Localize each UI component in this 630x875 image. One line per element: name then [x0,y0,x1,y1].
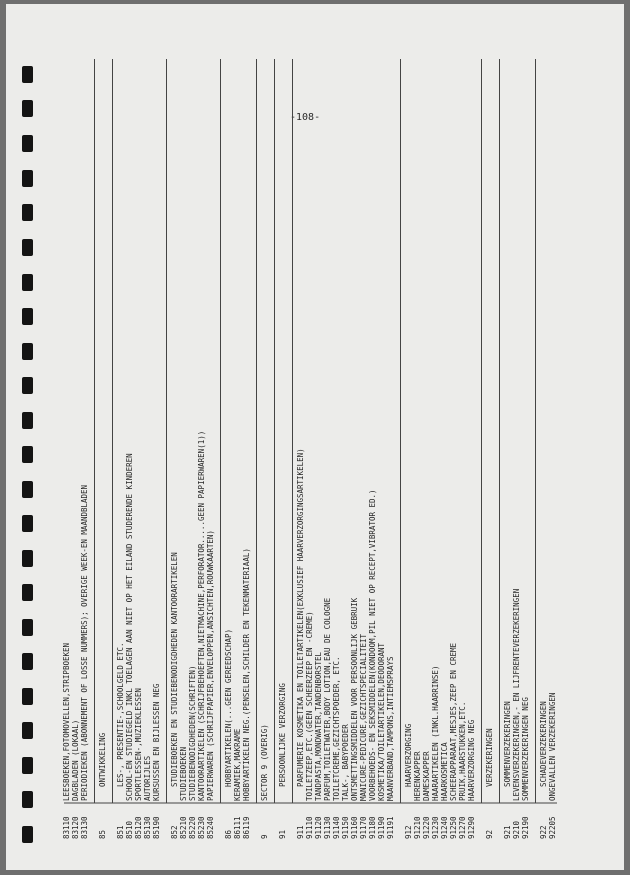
row-code: 92190 [521,816,530,839]
row-code: 91290 [467,816,476,839]
row-description: VERZEKERINGEN [485,728,494,787]
row-code: 91170 [359,816,368,839]
row-code: 85130 [143,816,152,839]
binder-hole-icon [22,308,33,325]
row-code: 921 [503,825,512,839]
binder-hole-icon [22,757,33,774]
row-description: DAGBLADEN (LOKAAL) [71,719,80,801]
row-description: SECTOR 9 (OVERIG) [260,724,269,801]
row-code: 91130 [323,816,332,839]
row-description: TALK-, BABYPOEDER [341,724,350,801]
row-code: 85190 [152,816,161,839]
row-code: 86 [224,829,233,839]
row-description: SPORTLESSEN-,MUZIEKLESSEN [134,688,143,801]
binder-hole-icon [22,204,33,221]
row-code: 9210 [512,820,521,839]
binder-hole-icon [22,688,33,705]
row-description: PRUIK,HAARSTUKKEN,ETC. [458,701,467,801]
binder-hole-icon [22,100,33,117]
row-code: 85240 [206,816,215,839]
row-code: 85120 [134,816,143,839]
row-description: HOBBYARTIKELEN(...GEEN GEREEDSCHAP) [224,628,233,787]
row-description: HAARVERZORGING NEG [467,719,476,801]
row-description: STUDIEBOEKEN [179,746,188,801]
binder-hole-icon [22,343,33,360]
binder-hole-icon [22,515,33,532]
row-description: SOMMENVERZEKERINGEN NEG [521,697,530,801]
row-code: 91250 [449,816,458,839]
row-description: MAANVERBAND,TAMPONS,INTIEMSPRAYS [386,656,395,801]
row-code: 85 [98,829,107,839]
row-code: 91270 [458,816,467,839]
row-description: PARFUM,TOILETWATER,BODY LOTION,EAU DE COLOGNE [323,597,332,801]
row-code: 92 [485,829,494,839]
row-description: PERSOONLIJKE VERZORGING [278,683,287,787]
row-description: SCHOOL-EN STUDIEGELD INKL TOELAGEN AAN NIET OP HET EILAND STUDERENDE KINDEREN [125,453,134,801]
row-description: MANICURE-PEDICURE,GEZICHTSPECIALITEIT [359,633,368,801]
row-description: SOMMENVERZEKERINGEN [503,701,512,787]
row-code: 851 [116,825,125,839]
binder-hole-icon [22,274,33,291]
row-description: KERAMIEK,MAKRAME [233,728,242,801]
table-row [548,39,558,839]
row-description: TOILETCREME,GEZICHTSPOEDER, ETC. [332,656,341,801]
row-description: DAMESKAPPER [422,751,431,801]
document-page [6,4,624,870]
row-code: 91191 [386,816,395,839]
row-code: 91160 [350,816,359,839]
row-description: HAARVERZORGING [404,723,413,787]
row-description: SCHEERAPPARAAT,MESJES,ZEEP EN CREME [449,642,458,801]
row-code: 85230 [197,816,206,839]
row-description: SCHADEVERZEKERINGEN [539,701,548,787]
binder-hole-icon [22,722,33,739]
binder-hole-icon [22,66,33,83]
row-code: 86111 [233,816,242,839]
binder-hole-icon [22,619,33,636]
row-description: HOBBYARTIKELEN NEG.(PENSELEN,SCHILDER EN TEKENMATERIAAL) [242,548,251,801]
row-code: 83120 [71,816,80,839]
row-description: AUTORIJLES [143,755,152,801]
row-code: 911 [296,825,305,839]
binder-hole-icon [22,170,33,187]
binder-hole-icon [22,377,33,394]
row-code: 91140 [332,816,341,839]
row-description: LEVENSVERZEKERINGEN,- EN LIJFRENTEVERZEKERINGEN [512,588,521,801]
row-code: 852 [170,825,179,839]
row-code: 9 [260,834,269,839]
rotated-code-listing [62,39,622,839]
binder-hole-icon [22,135,33,152]
binder-hole-icon [22,481,33,498]
page-number: -108- [290,112,321,123]
row-description: PARFUMERIE KOSMETIKA EN TOILETARTIKELEN(EXKLUSIEF HAARVERZORGINGSARTIKELEN) [296,448,305,787]
row-code: 83130 [80,816,89,839]
binder-holes [22,4,36,870]
row-code: 912 [404,825,413,839]
row-code: 8510 [125,820,134,839]
binder-hole-icon [22,412,33,429]
row-code: 91220 [422,816,431,839]
row-description: STUDIEBOEKEN EN STUDIEBENODIGDHEDEN KANTOORARTIKELEN [170,552,179,787]
row-description: HAARKOSMETICA [440,742,449,801]
row-description: HERENKAPPER [413,751,422,801]
row-code: 83110 [62,816,71,839]
row-code: 91 [278,829,287,839]
row-description: KANTOORARTIKELEN (SCHRIJFBEHOEFTEN,NIETMACHINE,PERFORATOR.....GEEN PAPIERWAREN(1)) [197,430,206,801]
row-code: 86119 [242,816,251,839]
row-description: KURSUSSEN EN BIJLESSEN NEG [152,683,161,801]
row-code: 91180 [368,816,377,839]
binder-hole-icon [22,791,33,808]
row-description: TOILETZEEP,ETC.(GEEN SCHEERZEEP EN -CREME) [305,611,314,801]
row-code: 91150 [341,816,350,839]
binder-hole-icon [22,446,33,463]
row-code: 91190 [377,816,386,839]
binder-hole-icon [22,653,33,670]
row-description: ONGEVALLEN VERZEKERINGEN [548,692,557,801]
row-code: 91120 [314,816,323,839]
row-code: 91110 [305,816,314,839]
binder-hole-icon [22,239,33,256]
row-description: HAARARTIKELEN (INKL.HAARRINSE) [431,665,440,801]
row-code: 91230 [431,816,440,839]
binder-hole-icon [22,826,33,843]
row-code: 91210 [413,816,422,839]
binder-hole-icon [22,550,33,567]
row-code: 922 [539,825,548,839]
row-code: 85210 [179,816,188,839]
row-description: TANDPASTA,MONDWATER,TANDENBORSTEL [314,651,323,801]
row-description: LES-, PRESENTIE-,SCHOOLGELD ETC. [116,642,125,787]
row-description: PERIODIEKEN (ABONNEMENT OF LOSSE NUMMERS); OVERIGE WEEK-EN MAANDBLADEN [80,484,89,801]
row-description: STUDIEBENODIGDHEDEN(SCHRIFTEN) [188,665,197,801]
row-code: 91240 [440,816,449,839]
row-description: ONTSMETTINGSMIDDELEN VOOR PERSOONLIJK GEBRUIK [350,597,359,801]
row-description: LEESBOEKEN,FOTOMOVELLEN,STRIPBOEKEN [62,642,71,801]
row-description: VOORBEHOEDS- EN SEKSMIDDELEN(KONDOOM,PIL NIET OP RECEPT,VIBRATOR ED.) [368,489,377,801]
row-code: 85220 [188,816,197,839]
row-code: 92205 [548,816,557,839]
row-description: PAPIERWAREN (SCHRIJFPAPIER,ENVELOPPEN,ANSICHTEN,ROUWKAARTEN) [206,530,215,801]
row-description: ONTWIKKELING [98,732,107,787]
binder-hole-icon [22,584,33,601]
row-description: KOSMETIKA/TOILETARTIKELEN,DEODORANT [377,642,386,801]
